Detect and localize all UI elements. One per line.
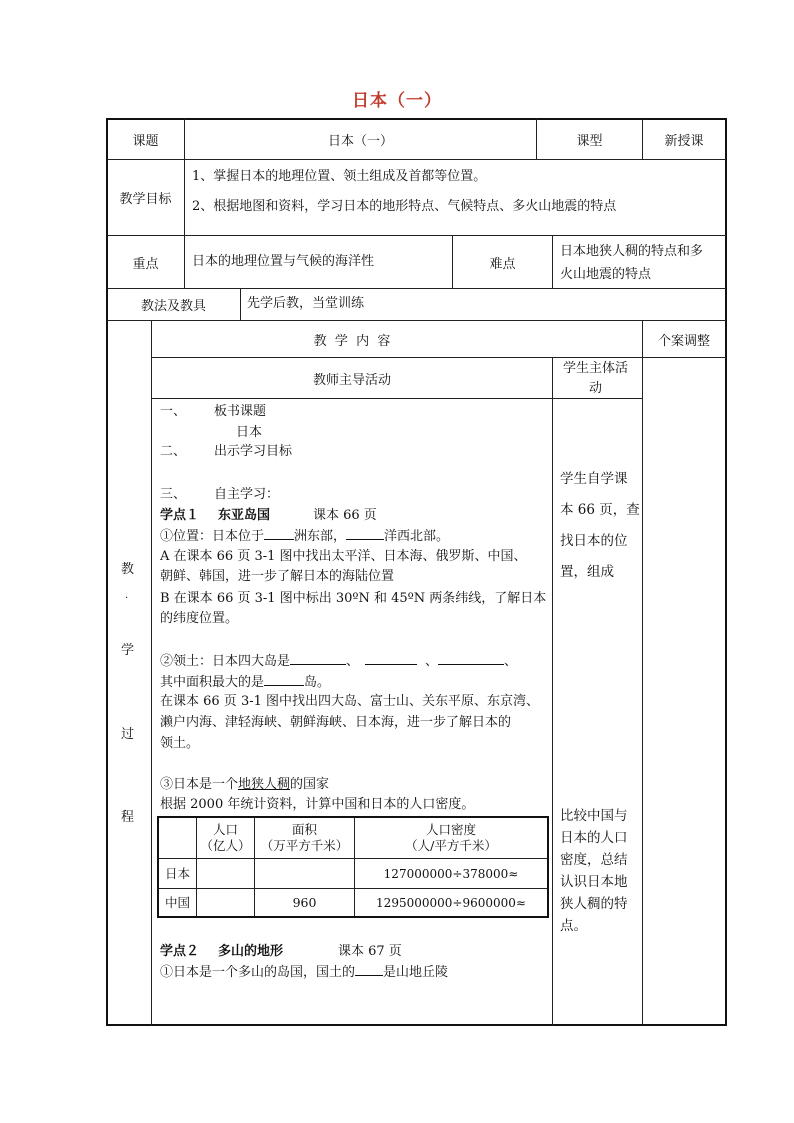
task-b-line: 的纬度位置。	[160, 611, 239, 626]
answer-blank[interactable]	[365, 652, 417, 665]
header-text: 人口	[212, 822, 238, 837]
objective-item: 1、掌握日本的地理位置、领土组成及首都等位置。	[192, 169, 487, 184]
population-task: 根据 2000 年统计资料，计算中国和日本的人口密度。	[160, 797, 475, 812]
point-label: 学点２	[160, 944, 200, 959]
page-title: 日本（一）	[352, 91, 442, 111]
student-line: 认识日本地	[560, 874, 628, 890]
difficulty-label: 难点	[489, 256, 516, 272]
ptable-header-density	[355, 818, 547, 858]
population-text: ③日本是一个	[160, 777, 239, 792]
step-text: 出示学习目标	[214, 444, 293, 459]
row-divider	[151, 398, 642, 399]
header-text: 面积	[291, 822, 317, 837]
side-char: 程	[121, 810, 135, 825]
side-char: 学	[121, 643, 135, 658]
type-label: 课型	[576, 133, 603, 149]
territory-sep: 、	[504, 654, 518, 669]
territory-largest	[160, 673, 330, 692]
side-char: 过	[121, 727, 135, 742]
student-header-line: 学生主体活	[563, 361, 629, 376]
territory-task-line: 在课本 66 页 3-1 图中找出四大岛、富士山、关东平原、东京湾、	[160, 694, 540, 709]
row-divider	[107, 159, 726, 160]
population-keyword: 地狭人稠	[238, 777, 291, 792]
ptable-country: 中国	[164, 894, 190, 910]
student-line: 点。	[560, 918, 587, 934]
teacher-header: 教师主导活动	[312, 372, 391, 388]
answer-blank[interactable]	[264, 673, 304, 686]
location-text: 洲东部，	[294, 529, 347, 544]
methods-label: 教法及教具	[140, 299, 206, 314]
territory-task-line: 领土。	[160, 736, 200, 751]
student-line: 学生自学课	[560, 471, 628, 487]
step-text: 板书课题	[214, 404, 267, 419]
territory-question	[160, 652, 517, 671]
territory-text: 其中面积最大的是	[160, 675, 265, 690]
objective-item: 2、根据地图和资料，学习日本的地形特点、气候特点、多火山地震的特点	[192, 199, 617, 214]
student-line: 置，组成	[560, 564, 614, 580]
point-label: 学点１	[160, 508, 200, 523]
mountain-text: ①日本是一个多山的岛国，国土的	[160, 965, 356, 980]
col-divider	[184, 235, 185, 289]
population-statement	[160, 776, 329, 794]
table-border-bottom	[106, 1024, 727, 1026]
ptable-header-population	[197, 818, 254, 858]
territory-task-line: 濑户内海、津轻海峡、朝鲜海峡、日本海，进一步了解日本的	[160, 715, 512, 730]
table-border-right	[725, 118, 727, 1026]
row-divider	[107, 235, 726, 236]
mountain-text: 是山地丘陵	[383, 965, 449, 980]
header-unit: （人/平方千米）	[405, 838, 497, 853]
col-divider	[151, 320, 152, 1025]
side-char: 教	[121, 562, 135, 577]
location-text: 洋西北部。	[384, 529, 450, 544]
territory-text: 岛。	[304, 675, 331, 690]
step-number: 一、	[160, 404, 187, 419]
student-line: 本 66 页，查	[560, 502, 640, 518]
student-line: 日本的人口	[560, 830, 628, 846]
student-header-line: 动	[589, 381, 603, 396]
answer-blank[interactable]	[355, 963, 383, 976]
answer-blank[interactable]	[290, 652, 346, 665]
answer-blank[interactable]	[264, 527, 294, 540]
ptable-cell: 960	[292, 894, 317, 910]
task-b-line: B 在课本 66 页 3-1 图中标出 30ºN 和 45ºN 两条纬线，了解日本	[160, 591, 547, 606]
ptable-country: 日本	[164, 865, 190, 881]
header-unit: （亿人）	[200, 838, 251, 853]
point-title: 东亚岛国	[218, 508, 271, 523]
student-line: 密度，总结	[560, 852, 628, 868]
step-subtext: 日本	[236, 425, 263, 440]
col-divider	[552, 235, 553, 289]
header-unit: （万平方千米）	[260, 838, 349, 853]
step-text: 自主学习：	[214, 487, 280, 502]
location-question	[160, 527, 449, 546]
methods-value: 先学后教，当堂训练	[247, 296, 365, 311]
student-line: 狭人稠的特	[560, 896, 628, 912]
point-page: 课本 66 页	[313, 508, 377, 523]
student-line: 比较中国与	[560, 808, 628, 824]
type-value: 新授课	[664, 133, 704, 149]
answer-blank[interactable]	[438, 652, 504, 665]
ptable-cell	[197, 889, 254, 916]
key-point-value: 日本的地理位置与气候的海洋性	[192, 254, 375, 269]
student-line: 找日本的位	[560, 533, 628, 549]
location-text: ①位置：日本位于	[160, 529, 265, 544]
topic-value: 日本（一）	[327, 133, 393, 149]
ptable-border	[157, 916, 549, 918]
task-a-line: A 在课本 66 页 3-1 图中找出太平洋、日本海、俄罗斯、中国、	[160, 549, 527, 564]
difficulty-line: 火山地震的特点	[560, 267, 652, 282]
key-point-label: 重点	[132, 256, 159, 272]
answer-blank[interactable]	[346, 527, 384, 540]
col-divider	[240, 288, 241, 321]
col-divider	[642, 320, 643, 1025]
ptable-border	[547, 816, 549, 918]
topic-label: 课题	[132, 133, 159, 149]
point-page: 课本 67 页	[338, 944, 402, 959]
ptable-cell	[197, 859, 254, 888]
adjust-header: 个案调整	[657, 333, 710, 349]
ptable-header-area	[255, 818, 354, 858]
task-a-line: 朝鲜、韩国，进一步了解日本的海陆位置	[160, 569, 395, 584]
side-char: ·	[125, 593, 129, 604]
step-number: 二、	[160, 444, 187, 459]
mountain-question	[160, 963, 448, 982]
territory-sep: 、	[346, 654, 360, 669]
header-text: 人口密度	[425, 822, 476, 837]
difficulty-line: 日本地狭人稠的特点和多	[560, 244, 704, 259]
step-number: 三、	[160, 487, 187, 502]
territory-sep: 、	[425, 654, 439, 669]
territory-text: ②领土：日本四大岛是	[160, 654, 291, 669]
point-title: 多山的地形	[218, 944, 284, 959]
col-divider	[552, 357, 553, 1025]
ptable-cell: 1295000000÷9600000≈	[376, 895, 526, 910]
population-text: 的国家	[290, 777, 330, 792]
objectives-label: 教学目标	[119, 192, 172, 207]
ptable-cell	[255, 859, 354, 888]
ptable-cell: 127000000÷378000≈	[383, 866, 519, 881]
content-header: 教 学 内 容	[313, 333, 391, 349]
